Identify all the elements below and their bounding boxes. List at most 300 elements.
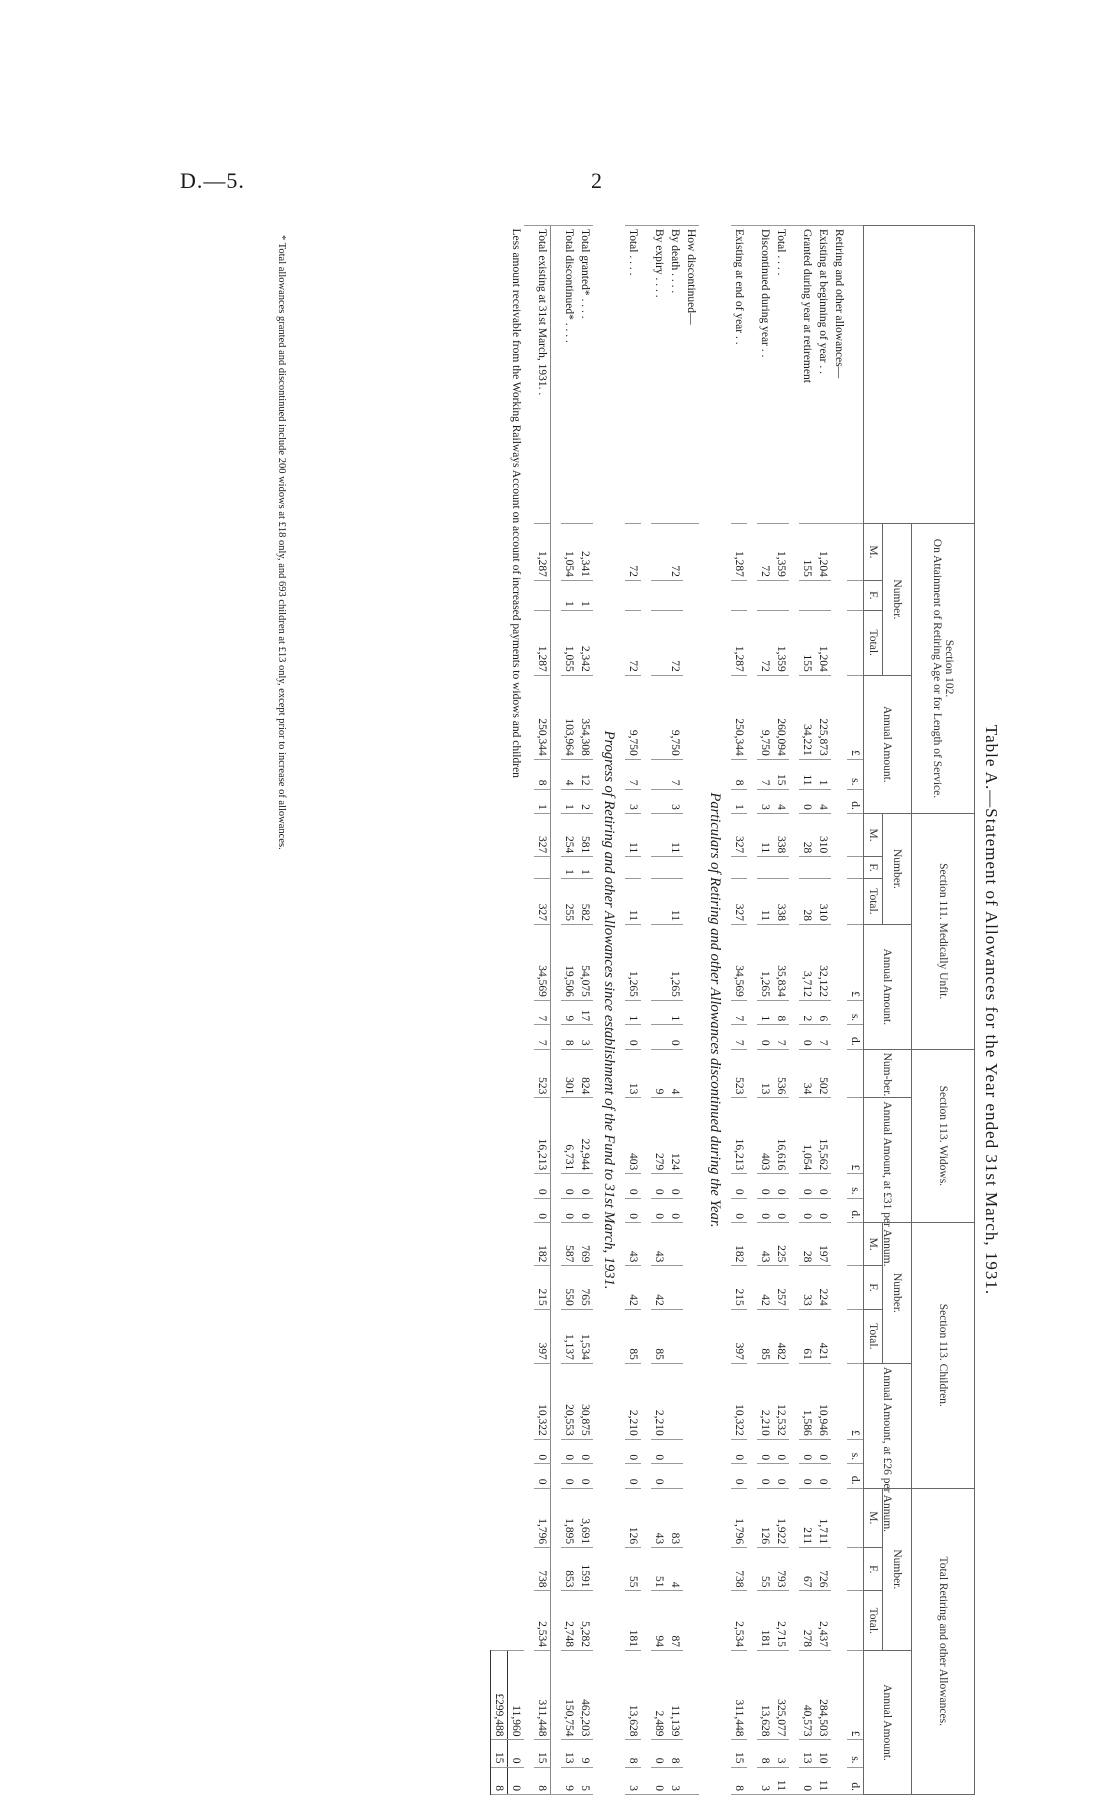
table-cell: 224 (815, 1266, 831, 1309)
table-cell: 0 (773, 1174, 789, 1198)
table-cell: 0 (815, 1198, 831, 1222)
table-cell: 8 (534, 759, 551, 789)
table-cell: 0 (625, 1198, 641, 1222)
table-cell: 2,210 (625, 1363, 641, 1439)
table-cell (667, 1464, 683, 1488)
table-cell (651, 813, 667, 856)
table-cell: 327 (731, 813, 747, 856)
shillings-unit: s. (847, 759, 864, 789)
table-cell: 2,210 (651, 1363, 667, 1439)
table-cell: 278 (799, 1591, 815, 1651)
table-cell: 582 (577, 878, 593, 924)
table-cell: 72 (667, 610, 683, 675)
table-cell: 0 (651, 1174, 667, 1198)
table-cell: 3 (667, 789, 683, 813)
shillings-unit: s. (847, 1439, 864, 1463)
table-cell: 1,265 (757, 924, 773, 1000)
table-cell: 1,054 (799, 1098, 815, 1174)
subheader-number: Number. (883, 1488, 912, 1651)
table-cell: 11 (667, 813, 683, 856)
table-cell (799, 580, 815, 610)
table-cell: 2,748 (561, 1591, 577, 1651)
row-label: How discontinued— (683, 226, 699, 524)
table-cell: 8 (757, 1740, 773, 1767)
table-cell: 11 (815, 1767, 831, 1794)
table-cell: 8 (667, 1740, 683, 1767)
table-cell: 13,628 (625, 1651, 641, 1740)
table-cell: 2,715 (773, 1591, 789, 1651)
table-cell: 10 (815, 1740, 831, 1767)
table-cell: 311,448 (731, 1651, 747, 1740)
table-cell: 255 (561, 878, 577, 924)
row-label: Total discontinued* . . . . (561, 226, 577, 524)
table-cell: 28 (799, 813, 815, 856)
col-total: Total. (864, 1309, 883, 1363)
table-cell: 1 (667, 1000, 683, 1024)
table-cell: 43 (625, 1223, 641, 1266)
table-cell: 103,964 (561, 675, 577, 759)
table-cell: 284,503 (815, 1651, 831, 1740)
table-cell: 257 (773, 1266, 789, 1309)
table-cell: 1,055 (561, 610, 577, 675)
table-cell: 0 (534, 1174, 551, 1198)
table-cell: 1,287 (534, 524, 551, 581)
table-cell: 3,712 (799, 924, 815, 1000)
table-cell: 6 (815, 1000, 831, 1024)
table-cell (651, 1000, 667, 1024)
table-cell: 7 (625, 759, 641, 789)
table-cell: 1,586 (799, 1363, 815, 1439)
table-cell (773, 857, 789, 879)
table-cell (651, 857, 667, 879)
table-cell: 13 (799, 1740, 815, 1767)
table-cell: 254 (561, 813, 577, 856)
table-cell: 536 (773, 1049, 789, 1098)
table-cell: 250,344 (731, 675, 747, 759)
table-cell: 310 (815, 878, 831, 924)
table-row-by-death (667, 226, 683, 1795)
table-cell: 0 (534, 1439, 551, 1463)
table-cell: 0 (651, 1464, 667, 1488)
table-cell: 0 (625, 1174, 641, 1198)
final-total-shillings: 15 (491, 1740, 508, 1767)
table-cell: 0 (799, 1767, 815, 1794)
table-cell: 3,691 (577, 1488, 593, 1548)
table-cell: 523 (534, 1049, 551, 1098)
col-total: Total. (864, 878, 883, 924)
group-header-widows: Section 113. Widows. (912, 1049, 975, 1222)
final-total-pence: 8 (491, 1767, 508, 1794)
table-cell: 7 (667, 759, 683, 789)
table-cell: 462,203 (577, 1651, 593, 1740)
table-cell: 0 (731, 1439, 747, 1463)
currency-units-row (847, 226, 864, 1795)
table-cell: 0 (625, 1439, 641, 1463)
table-cell: 4 (773, 789, 789, 813)
table-cell: 19,506 (561, 924, 577, 1000)
table-cell: 42 (651, 1266, 667, 1309)
table-cell: 310 (815, 813, 831, 856)
table-cell: 0 (577, 1198, 593, 1222)
subheader-widows-annual: Annual Amount, at £31 per Annum. (864, 1098, 912, 1223)
table-cell: 738 (731, 1548, 747, 1591)
table-cell: 738 (534, 1548, 551, 1591)
table-cell: 11 (667, 878, 683, 924)
table-cell: 0 (561, 1198, 577, 1222)
table-cell: 1,359 (773, 524, 789, 581)
table-cell: 4 (667, 1548, 683, 1591)
label-header (864, 226, 975, 524)
table-cell: 155 (799, 610, 815, 675)
pence-unit: d. (847, 1464, 864, 1488)
subheader-number: Number. (883, 1223, 912, 1364)
table-cell: 523 (731, 1049, 747, 1098)
table-cell: 4 (667, 1049, 683, 1098)
table-cell: 1,204 (815, 524, 831, 581)
table-cell: 1,265 (625, 924, 641, 1000)
table-cell: 28 (799, 878, 815, 924)
table-cell: 0 (799, 1025, 815, 1049)
table-cell: 13 (625, 1049, 641, 1098)
table-cell: 1 (577, 580, 593, 610)
col-m: M. (864, 1223, 883, 1266)
table-cell (815, 580, 831, 610)
table-cell: 0 (815, 1464, 831, 1488)
table-cell (625, 580, 641, 610)
table-cell: 327 (534, 878, 551, 924)
table-cell: 3 (667, 1767, 683, 1794)
table-cell (667, 1223, 683, 1266)
table-cell: 0 (667, 1198, 683, 1222)
table-cell: 2,341 (577, 524, 593, 581)
table-row-existing-begin (815, 226, 831, 1795)
table-cell: 72 (757, 524, 773, 581)
col-f: F. (864, 1266, 883, 1309)
table-cell: 9 (651, 1049, 667, 1098)
table-cell: 9 (577, 1740, 593, 1767)
table-cell: 10,322 (534, 1363, 551, 1439)
table-cell: 32,122 (815, 924, 831, 1000)
table-cell (815, 857, 831, 879)
table-cell: 397 (534, 1309, 551, 1363)
table-cell: 7 (815, 1025, 831, 1049)
table-cell: 7 (731, 1025, 747, 1049)
table-cell: 28 (799, 1223, 815, 1266)
table-cell: 182 (731, 1223, 747, 1266)
subheader-annual-amount: Annual Amount. (864, 1651, 912, 1795)
table-row-granted (799, 226, 815, 1795)
table-row-less-amount (508, 226, 525, 1795)
table-cell (667, 1309, 683, 1363)
table-cell: 0 (561, 1439, 577, 1463)
table-cell: 8 (731, 759, 747, 789)
table-cell: 0 (625, 1464, 641, 1488)
table-row-final-total (491, 226, 508, 1795)
table-cell: 1 (731, 789, 747, 813)
subheader-number: Number. (883, 524, 912, 676)
table-cell: 824 (577, 1049, 593, 1098)
table-cell (651, 759, 667, 789)
table-row-total-existing (534, 226, 551, 1795)
col-m: M. (864, 1488, 883, 1548)
pounds-unit: £ (847, 1098, 864, 1174)
table-cell: 13 (561, 1740, 577, 1767)
table-cell: 15 (534, 1740, 551, 1767)
table-cell: 9,750 (625, 675, 641, 759)
table-cell: 61 (799, 1309, 815, 1363)
row-label: Total granted* . . . . (577, 226, 593, 524)
table-cell: 726 (815, 1548, 831, 1591)
table-cell: 126 (757, 1488, 773, 1548)
table-cell: 72 (757, 610, 773, 675)
table-cell: 581 (577, 813, 593, 856)
table-cell: 3 (577, 1025, 593, 1049)
subheader-children-annual: Annual Amount, at £26 per Annum. (864, 1363, 912, 1488)
table-cell: 338 (773, 878, 789, 924)
table-cell: 8 (561, 1025, 577, 1049)
col-m: M. (864, 524, 883, 581)
table-cell: 403 (625, 1098, 641, 1174)
table-cell: 8 (731, 1767, 747, 1794)
table-cell (799, 857, 815, 879)
table-cell: 2,489 (651, 1651, 667, 1740)
table-cell (534, 857, 551, 879)
table-cell: 85 (625, 1309, 641, 1363)
table-cell: 0 (757, 1198, 773, 1222)
table-cell: 10,946 (815, 1363, 831, 1439)
col-f: F. (864, 857, 883, 879)
table-cell: 0 (757, 1174, 773, 1198)
table-cell: 155 (799, 524, 815, 581)
table-cell (667, 1363, 683, 1439)
table-cell: 1,287 (534, 610, 551, 675)
table-cell: 0 (651, 1740, 667, 1767)
table-cell (651, 675, 667, 759)
less-amount-pounds: 11,960 (508, 1651, 525, 1740)
table-cell: 225,873 (815, 675, 831, 759)
table-cell: 0 (773, 1439, 789, 1463)
table-cell: 1,054 (561, 524, 577, 581)
table-cell: 72 (625, 524, 641, 581)
less-amount-shillings: 0 (508, 1740, 525, 1767)
table-cell: 22,944 (577, 1098, 593, 1174)
table-cell (757, 580, 773, 610)
table-cell: 2,534 (534, 1591, 551, 1651)
table-cell: 3 (773, 1740, 789, 1767)
group-header-section-102 (912, 524, 975, 814)
table-cell: 94 (651, 1591, 667, 1651)
row-label: Total . . . . (625, 226, 641, 524)
table-cell: 211 (799, 1488, 815, 1548)
table-cell (651, 524, 667, 581)
shillings-unit: s. (847, 1000, 864, 1024)
table-cell: 354,308 (577, 675, 593, 759)
table-cell (534, 580, 551, 610)
col-f: F. (864, 580, 883, 610)
table-cell: 182 (534, 1223, 551, 1266)
table-cell: 215 (534, 1266, 551, 1309)
how-discontinued-row (683, 226, 699, 1795)
table-cell: 5,282 (577, 1591, 593, 1651)
table-cell: 0 (773, 1198, 789, 1222)
table-cell: 327 (731, 878, 747, 924)
table-cell: 3 (757, 1767, 773, 1794)
table-cell: 1,287 (731, 524, 747, 581)
table-cell: 0 (799, 1464, 815, 1488)
table-cell: 7 (534, 1000, 551, 1024)
table-row-by-expiry (651, 226, 667, 1795)
table-cell (651, 789, 667, 813)
table-row-discontinued (757, 226, 773, 1795)
table-cell (773, 580, 789, 610)
table-cell: 1,922 (773, 1488, 789, 1548)
table-cell: 550 (561, 1266, 577, 1309)
table-cell: 1,534 (577, 1309, 593, 1363)
section-heading-progress: Progress of Retiring and other Allowances since establishment of the Fund to 31st March, 1931. (601, 730, 618, 1290)
table-cell: 15 (731, 1740, 747, 1767)
table-cell: 67 (799, 1548, 815, 1591)
table-cell: 0 (667, 1174, 683, 1198)
table-row-discontinued-total (625, 226, 641, 1795)
table-cell: 8 (625, 1740, 641, 1767)
table-cell: 9 (561, 1000, 577, 1024)
table-cell: 7 (757, 759, 773, 789)
table-cell: 0 (731, 1174, 747, 1198)
row-label: Total . . . . (773, 226, 789, 524)
table-cell (731, 857, 747, 879)
table-cell: 0 (799, 1174, 815, 1198)
section-heading-particulars: Particulars of Retiring and other Allowances discontinued during the Year. (707, 792, 724, 1228)
table-cell: 0 (534, 1464, 551, 1488)
table-cell: 55 (625, 1548, 641, 1591)
table-cell: 301 (561, 1049, 577, 1098)
table-cell: 20,553 (561, 1363, 577, 1439)
table-cell: 33 (799, 1266, 815, 1309)
table-cell: 11 (757, 878, 773, 924)
page-number: 2 (591, 168, 602, 193)
table-cell: 215 (731, 1266, 747, 1309)
table-cell: 1 (815, 759, 831, 789)
table-cell: 0 (799, 789, 815, 813)
table-cell: 11 (799, 759, 815, 789)
table-cell: 51 (651, 1548, 667, 1591)
table-cell: 8 (534, 1767, 551, 1794)
table-cell: 3 (625, 789, 641, 813)
table-cell: 397 (731, 1309, 747, 1363)
table-cell: 43 (651, 1488, 667, 1548)
table-title: Table A.—Statement of Allowances for the Year ended 31st March, 1931. (982, 724, 1001, 1296)
table-cell: 0 (534, 1198, 551, 1222)
table-cell: 43 (757, 1223, 773, 1266)
table-cell (651, 580, 667, 610)
table-cell: 0 (731, 1464, 747, 1488)
table-cell: 72 (625, 610, 641, 675)
table-cell: 2,437 (815, 1591, 831, 1651)
table-row-existing-end (731, 226, 747, 1795)
col-m: M. (864, 813, 883, 856)
table-cell: 502 (815, 1049, 831, 1098)
table-body (491, 226, 864, 1795)
table-cell: 2 (799, 1000, 815, 1024)
pounds-unit: £ (847, 1363, 864, 1439)
table-cell: 1 (757, 1000, 773, 1024)
row-label: Retiring and other allowances— (831, 226, 847, 524)
table-cell: 0 (577, 1439, 593, 1463)
table-cell: 3 (625, 1767, 641, 1794)
table-cell: 1 (625, 1000, 641, 1024)
table-cell: 4 (815, 789, 831, 813)
table-cell: 15,562 (815, 1098, 831, 1174)
table-cell: 150,754 (561, 1651, 577, 1740)
table-cell: 1,265 (667, 924, 683, 1000)
group-header-medically-unfit: Section 111. Medically Unfit. (912, 813, 975, 1049)
table-cell: 72 (667, 524, 683, 581)
table-cell: 8 (773, 1000, 789, 1024)
table-cell: 126 (625, 1488, 641, 1548)
table-cell (651, 924, 667, 1000)
row-label: Discontinued during year . . (757, 226, 773, 524)
table-cell: 1,204 (815, 610, 831, 675)
table-cell: 1 (561, 580, 577, 610)
table-cell: 327 (534, 813, 551, 856)
row-label: By death . . . . (667, 226, 683, 524)
table-cell: 1,287 (731, 610, 747, 675)
col-total: Total. (864, 610, 883, 675)
table-cell: 0 (651, 1767, 667, 1794)
row-label: Existing at end of year . . (731, 226, 747, 524)
table-cell: 16,213 (534, 1098, 551, 1174)
table-cell: 0 (799, 1198, 815, 1222)
table-cell: 85 (757, 1309, 773, 1363)
table-cell: 5 (577, 1767, 593, 1794)
table-cell: 13 (757, 1049, 773, 1098)
table-cell: 765 (577, 1266, 593, 1309)
table-cell: 11 (625, 878, 641, 924)
table-cell: 0 (815, 1439, 831, 1463)
table-cell: 0 (773, 1464, 789, 1488)
table-cell: 1,711 (815, 1488, 831, 1548)
table-cell: 0 (577, 1174, 593, 1198)
table-cell: 43 (651, 1223, 667, 1266)
table-cell: 11 (773, 1767, 789, 1794)
pence-unit: d. (847, 1025, 864, 1049)
row-label: Total existing at 31st March, 1931. . (534, 226, 551, 524)
table-cell (667, 857, 683, 879)
table-cell: 793 (773, 1548, 789, 1591)
table-cell: 260,094 (773, 675, 789, 759)
pence-unit: d. (847, 1198, 864, 1222)
table-row-total (773, 226, 789, 1795)
table-cell: 482 (773, 1309, 789, 1363)
table-cell: 2,534 (731, 1591, 747, 1651)
table-cell: 325,077 (773, 1651, 789, 1740)
subheader-num-ber: Num-ber. (864, 1049, 912, 1098)
table-cell: 0 (757, 1464, 773, 1488)
table-cell: 1,137 (561, 1309, 577, 1363)
table-cell: 1 (534, 789, 551, 813)
pounds-unit: £ (847, 924, 864, 1000)
table-cell: 12,532 (773, 1363, 789, 1439)
table-row-total-granted (577, 226, 593, 1795)
table-cell: 85 (651, 1309, 667, 1363)
subheader-annual-amount: Annual Amount. (864, 675, 912, 813)
allowances-table (490, 225, 975, 1795)
table-cell: 4 (561, 759, 577, 789)
table-cell: 1 (561, 857, 577, 879)
table-cell: 11,139 (667, 1651, 683, 1740)
table-cell: 1,796 (731, 1488, 747, 1548)
table-cell: 0 (625, 1025, 641, 1049)
